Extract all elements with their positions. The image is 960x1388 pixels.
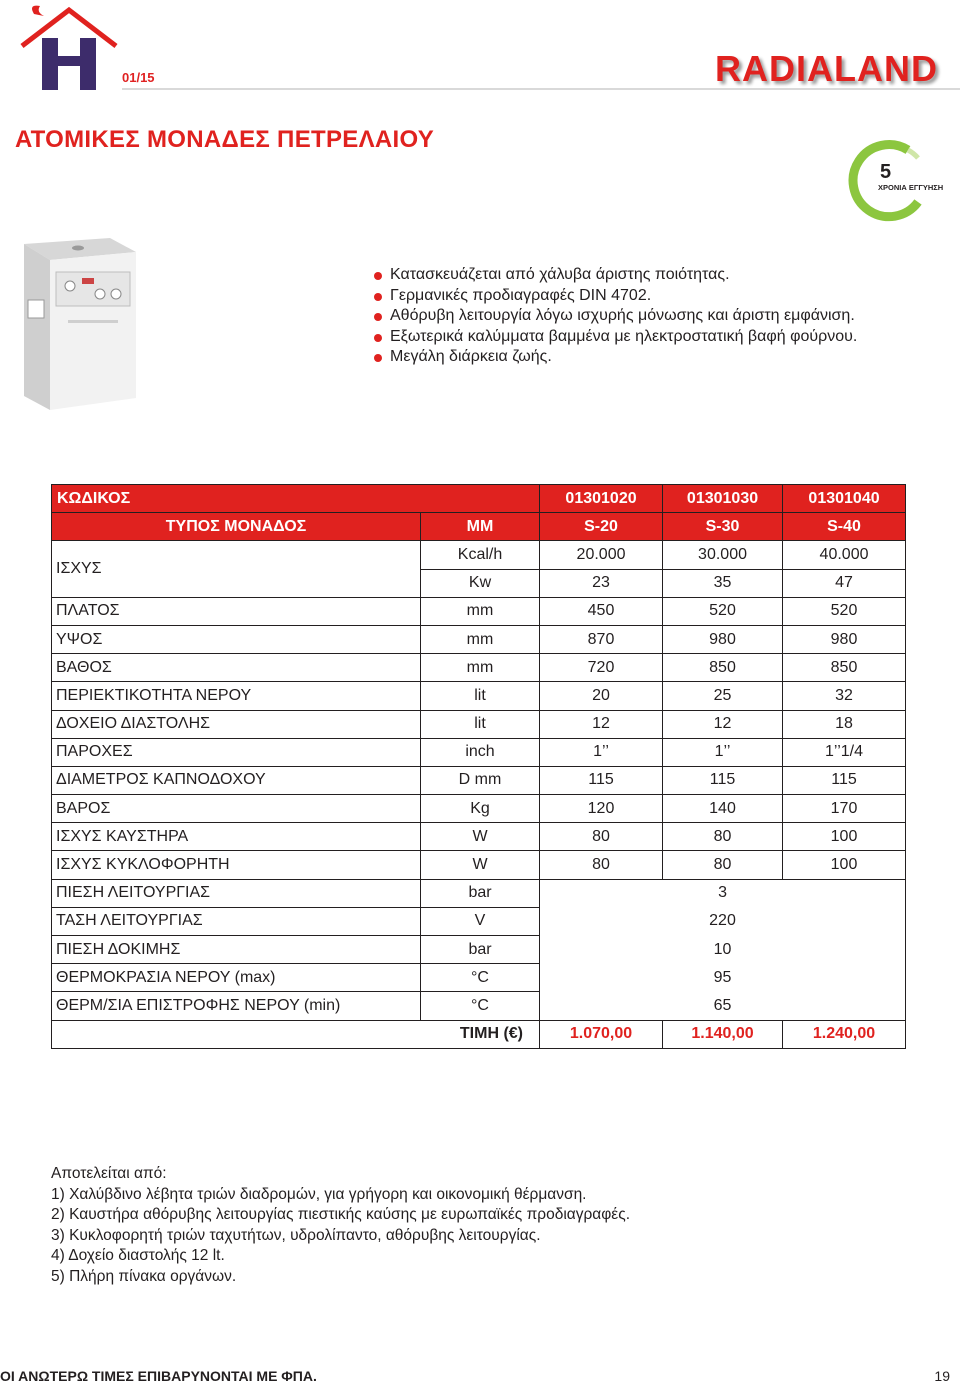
value-cell: 1’’ bbox=[663, 738, 783, 766]
table-row bbox=[52, 936, 906, 964]
code-cell: 01301030 bbox=[663, 485, 783, 513]
code-cell: 01301040 bbox=[783, 485, 906, 513]
price-cell: 1.070,00 bbox=[540, 1020, 663, 1048]
unit-cell: mm bbox=[421, 654, 540, 682]
shared-value-cell: 10 bbox=[540, 936, 906, 964]
row-label: ΠΑΡΟΧΕΣ bbox=[52, 738, 421, 766]
composition-item: 3) Κυκλοφορητή τριών ταχυτήτων, υδρολίπαντο, αθόρυβης λειτουργίας. bbox=[51, 1226, 541, 1244]
unit-cell: lit bbox=[421, 710, 540, 738]
unit-cell: inch bbox=[421, 738, 540, 766]
spec-table bbox=[51, 484, 906, 1049]
footer-note: ΟΙ ΑΝΩΤΕΡΩ ΤΙΜΕΣ ΕΠΙΒΑΡΥΝΟΝΤΑΙ ΜΕ ΦΠΑ. bbox=[0, 1368, 317, 1384]
row-label: ΘΕΡΜ/ΣΙΑ ΕΠΙΣΤΡΟΦΗΣ ΝΕΡΟΥ (min) bbox=[52, 992, 421, 1020]
value-cell: 980 bbox=[663, 625, 783, 653]
value-cell: 40.000 bbox=[783, 541, 906, 569]
composition-list bbox=[51, 1164, 630, 1287]
value-cell: 115 bbox=[783, 766, 906, 794]
row-label: ΔΟΧΕΙΟ ΔΙΑΣΤΟΛΗΣ bbox=[52, 710, 421, 738]
value-cell: 18 bbox=[783, 710, 906, 738]
page-code: 01/15 bbox=[122, 70, 155, 85]
table-row bbox=[52, 541, 906, 569]
composition-item: 4) Δοχείο διαστολής 12 lt. bbox=[51, 1247, 225, 1264]
value-cell: 450 bbox=[540, 597, 663, 625]
type-cell: S-30 bbox=[663, 513, 783, 541]
table-row bbox=[52, 710, 906, 738]
table-row bbox=[52, 738, 906, 766]
value-cell: 25 bbox=[663, 682, 783, 710]
page-title: ΑΤΟΜΙΚΕΣ ΜΟΝΑΔΕΣ ΠΕΤΡΕΛΑΙΟΥ bbox=[15, 126, 435, 153]
price-cell: 1.240,00 bbox=[783, 1020, 906, 1048]
row-label: ΔΙΑΜΕΤΡΟΣ ΚΑΠΝΟΔΟΧΟΥ bbox=[52, 766, 421, 794]
value-cell: 80 bbox=[663, 823, 783, 851]
feature-item: Εξωτερικά καλύμματα βαμμένα με ηλεκτροστατική βαφή φούρνου. bbox=[372, 327, 857, 348]
row-label: ΙΣΧΥΣ ΚΥΚΛΟΦΟΡΗΤΗ bbox=[52, 851, 421, 879]
unit-cell: V bbox=[421, 907, 540, 935]
unit-cell: mm bbox=[421, 625, 540, 653]
shared-value-cell: 220 bbox=[540, 907, 906, 935]
row-label: ΙΣΧΥΣ bbox=[52, 541, 421, 597]
value-cell: 115 bbox=[540, 766, 663, 794]
table-row bbox=[52, 992, 906, 1020]
feature-item: Γερμανικές προδιαγραφές DIN 4702. bbox=[372, 286, 857, 307]
composition-heading: Αποτελείται από: bbox=[51, 1165, 167, 1182]
value-cell: 32 bbox=[783, 682, 906, 710]
row-label: ΤΑΣΗ ΛΕΙΤΟΥΡΓΙΑΣ bbox=[52, 907, 421, 935]
table-row bbox=[52, 625, 906, 653]
warranty-text: ΧΡΟΝΙΑ ΕΓΓΥΗΣΗ bbox=[878, 183, 944, 192]
table-row bbox=[52, 879, 906, 907]
row-label: ΙΣΧΥΣ ΚΑΥΣΤΗΡΑ bbox=[52, 823, 421, 851]
value-cell: 20 bbox=[540, 682, 663, 710]
value-cell: 980 bbox=[783, 625, 906, 653]
table-row bbox=[52, 964, 906, 992]
shared-value-cell: 65 bbox=[540, 992, 906, 1020]
code-row bbox=[52, 485, 906, 513]
value-cell: 520 bbox=[663, 597, 783, 625]
table-row bbox=[52, 795, 906, 823]
type-label: ΤΥΠΟΣ ΜΟΝΑΔΟΣ bbox=[52, 513, 421, 541]
feature-list bbox=[372, 265, 857, 368]
row-label: ΘΕΡΜΟΚΡΑΣΙΑ ΝΕΡΟΥ (max) bbox=[52, 964, 421, 992]
table-row bbox=[52, 823, 906, 851]
unit-cell: bar bbox=[421, 936, 540, 964]
value-cell: 47 bbox=[783, 569, 906, 597]
code-cell: 01301020 bbox=[540, 485, 663, 513]
table-row bbox=[52, 682, 906, 710]
shared-value-cell: 95 bbox=[540, 964, 906, 992]
composition-item: 1) Χαλύβδινο λέβητα τριών διαδρομών, για γρήγορη και οικονομική θέρμανση. bbox=[51, 1185, 587, 1203]
unit-cell: Kg bbox=[421, 795, 540, 823]
value-cell: 20.000 bbox=[540, 541, 663, 569]
unit-cell: D mm bbox=[421, 766, 540, 794]
feature-item: Κατασκευάζεται από χάλυβα άριστης ποιότητας. bbox=[372, 265, 857, 286]
value-cell: 1’’ bbox=[540, 738, 663, 766]
value-cell: 23 bbox=[540, 569, 663, 597]
price-row bbox=[52, 1020, 906, 1048]
value-cell: 720 bbox=[540, 654, 663, 682]
unit-cell: mm bbox=[421, 597, 540, 625]
unit-cell: Kcal/h bbox=[421, 541, 540, 569]
row-label: ΒΑΡΟΣ bbox=[52, 795, 421, 823]
composition-item: 5) Πλήρη πίνακα οργάνων. bbox=[51, 1267, 237, 1285]
code-label: ΚΩΔΙΚΟΣ bbox=[52, 485, 540, 513]
value-cell: 520 bbox=[783, 597, 906, 625]
shared-value-cell: 3 bbox=[540, 879, 906, 907]
value-cell: 80 bbox=[540, 823, 663, 851]
row-label: ΠΙΕΣΗ ΛΕΙΤΟΥΡΓΙΑΣ bbox=[52, 879, 421, 907]
row-label: ΠΛΑΤΟΣ bbox=[52, 597, 421, 625]
value-cell: 115 bbox=[663, 766, 783, 794]
value-cell: 850 bbox=[783, 654, 906, 682]
price-cell: 1.140,00 bbox=[663, 1020, 783, 1048]
price-label: ΤΙΜΗ (€) bbox=[52, 1020, 540, 1048]
value-cell: 870 bbox=[540, 625, 663, 653]
value-cell: 100 bbox=[783, 851, 906, 879]
composition-item: 2) Καυστήρα αθόρυβης λειτουργίας πιεστικής καύσης με ευρωπαϊκές προδιαγραφές. bbox=[51, 1206, 630, 1223]
value-cell: 80 bbox=[540, 851, 663, 879]
unit-cell: lit bbox=[421, 682, 540, 710]
feature-item: Μεγάλη διάρκεια ζωής. bbox=[372, 347, 857, 368]
brand-logo: RADIALAND bbox=[715, 48, 938, 89]
value-cell: 12 bbox=[663, 710, 783, 738]
row-label: ΠΕΡΙΕΚΤΙΚΟΤΗΤΑ ΝΕΡΟΥ bbox=[52, 682, 421, 710]
unit-cell: °C bbox=[421, 964, 540, 992]
value-cell: 140 bbox=[663, 795, 783, 823]
value-cell: 170 bbox=[783, 795, 906, 823]
value-cell: 120 bbox=[540, 795, 663, 823]
value-cell: 35 bbox=[663, 569, 783, 597]
value-cell: 850 bbox=[663, 654, 783, 682]
value-cell: 1’’1/4 bbox=[783, 738, 906, 766]
feature-item: Αθόρυβη λειτουργία λόγω ισχυρής μόνωσης και άριστη εμφάνιση. bbox=[372, 306, 857, 327]
warranty-years: 5 bbox=[880, 161, 892, 183]
unit-cell: bar bbox=[421, 879, 540, 907]
unit-cell: W bbox=[421, 823, 540, 851]
boiler-image bbox=[20, 234, 138, 417]
unit-cell: W bbox=[421, 851, 540, 879]
row-label: ΒΑΘΟΣ bbox=[52, 654, 421, 682]
value-cell: 12 bbox=[540, 710, 663, 738]
page-number: 19 bbox=[934, 1368, 950, 1384]
type-cell: S-20 bbox=[540, 513, 663, 541]
house-flame-logo-icon bbox=[14, 4, 124, 97]
unit-head: ΜΜ bbox=[421, 513, 540, 541]
unit-cell: Kw bbox=[421, 569, 540, 597]
value-cell: 30.000 bbox=[663, 541, 783, 569]
unit-cell: °C bbox=[421, 992, 540, 1020]
table-row bbox=[52, 654, 906, 682]
type-cell: S-40 bbox=[783, 513, 906, 541]
table-row bbox=[52, 597, 906, 625]
table-row bbox=[52, 766, 906, 794]
value-cell: 100 bbox=[783, 823, 906, 851]
row-label: ΠΙΕΣΗ ΔΟΚΙΜΗΣ bbox=[52, 936, 421, 964]
value-cell: 80 bbox=[663, 851, 783, 879]
table-row bbox=[52, 907, 906, 935]
table-row bbox=[52, 851, 906, 879]
type-row bbox=[52, 513, 906, 541]
row-label: ΥΨΟΣ bbox=[52, 625, 421, 653]
